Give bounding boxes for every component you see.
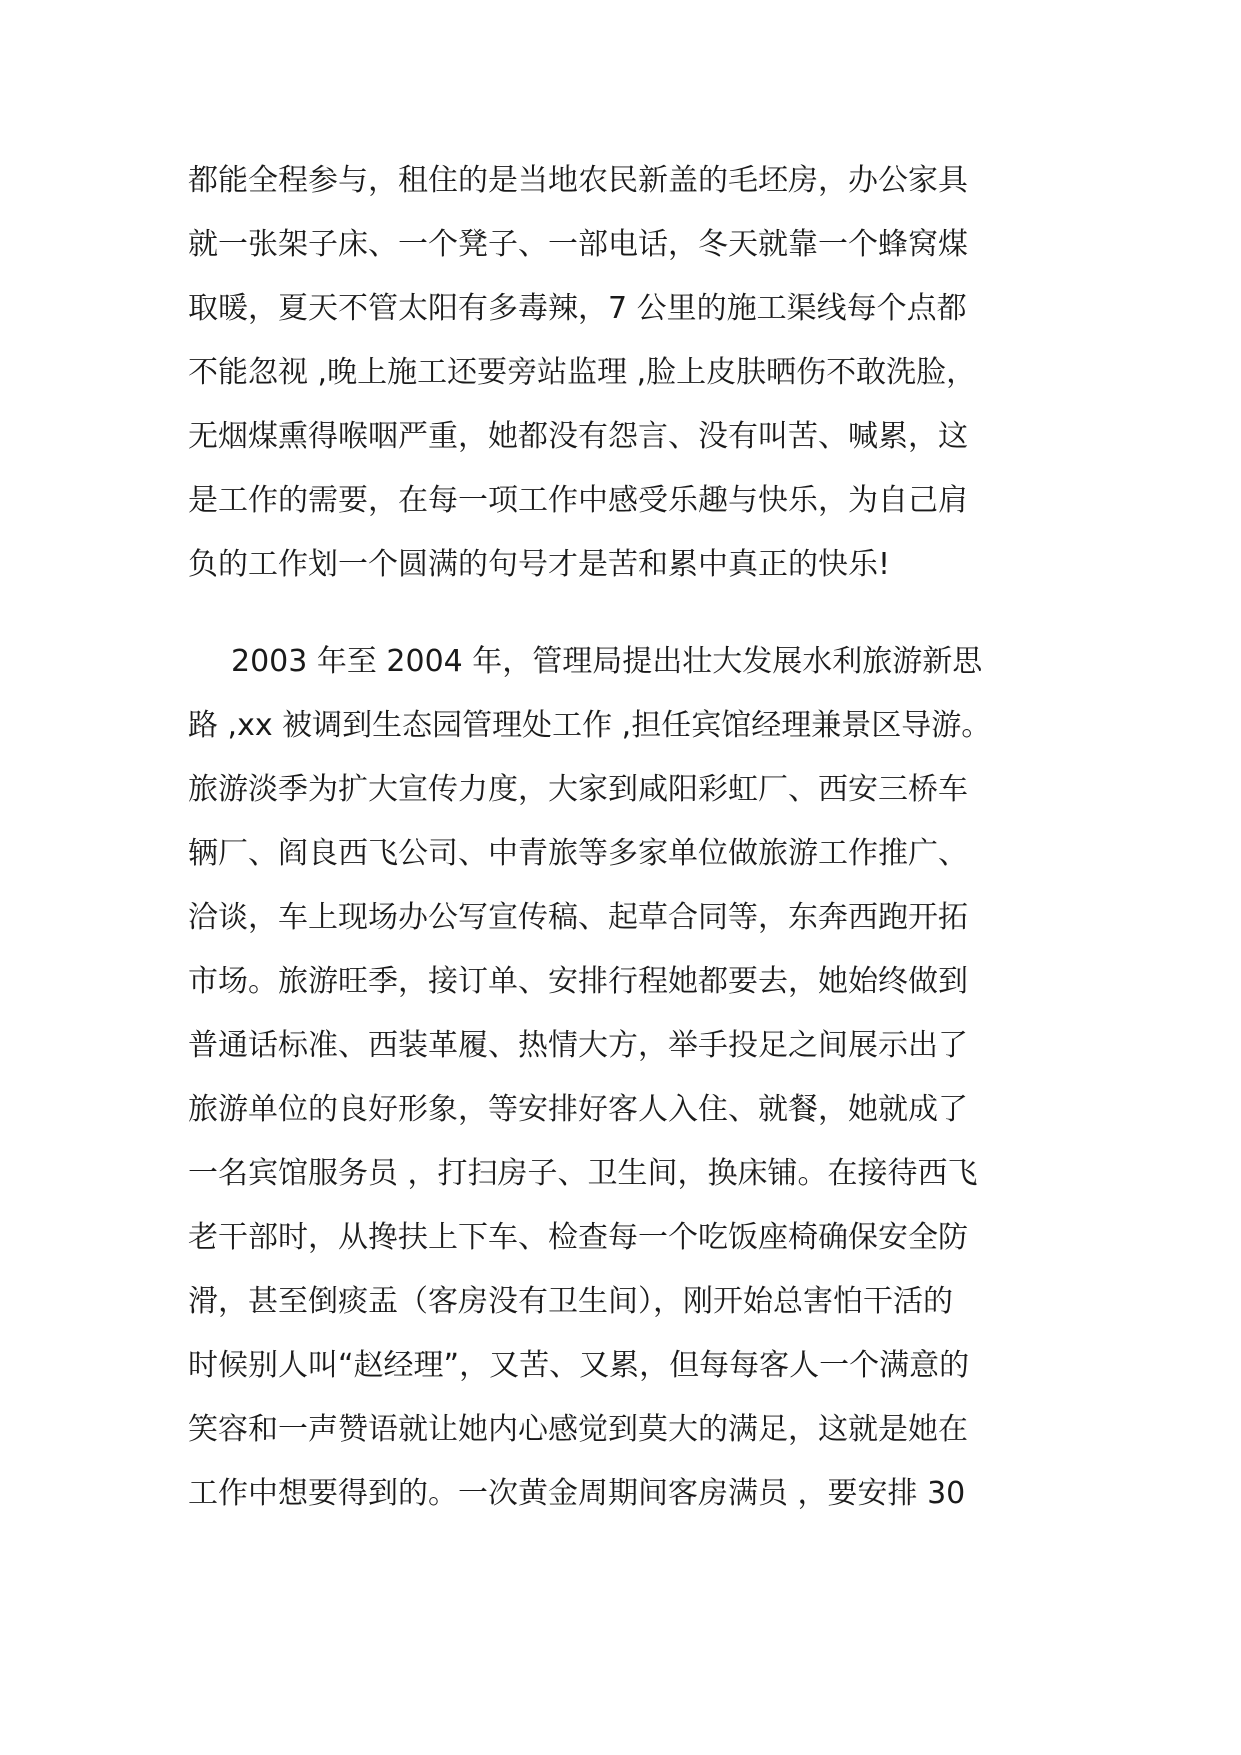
text-line: 老干部时，从搀扶上下车、检查每一个吃饭座椅确保安全防 bbox=[188, 1220, 968, 1255]
text-line: 普通话标准、西装革履、热情大方，举手投足之间展示出了 bbox=[188, 1028, 968, 1063]
text-line: 都能全程参与，租住的是当地农民新盖的毛坯房，办公家具 bbox=[188, 163, 968, 198]
text-line: 笑容和一声赞语就让她内心感觉到莫大的满足，这就是她在 bbox=[188, 1412, 968, 1447]
text-line: 辆厂、阎良西飞公司、中青旅等多家单位做旅游工作推广、 bbox=[188, 836, 968, 871]
paragraph-2 bbox=[188, 630, 1068, 1526]
text-line: 滑，甚至倒痰盂（客房没有卫生间），刚开始总害怕干活的 bbox=[188, 1284, 953, 1319]
text-line: 负的工作划一个圆满的句号才是苦和累中真正的快乐! bbox=[188, 547, 891, 582]
text-line: 旅游淡季为扩大宣传力度，大家到咸阳彩虹厂、西安三桥车 bbox=[188, 772, 968, 807]
text-line: 路 ,xx 被调到生态园管理处工作 ,担任宾馆经理兼景区导游。 bbox=[188, 708, 992, 743]
text-line: 时候别人叫“赵经理”，又苦、又累，但每每客人一个满意的 bbox=[188, 1348, 970, 1383]
text-line: 就一张架子床、一个凳子、一部电话，冬天就靠一个蜂窝煤 bbox=[188, 227, 968, 262]
text-line: 洽谈，车上现场办公写宣传稿、起草合同等，东奔西跑开拓 bbox=[188, 900, 968, 935]
text-line: 无烟煤熏得喉咽严重，她都没有怨言、没有叫苦、喊累，这 bbox=[188, 419, 968, 454]
text-line-first: 2003 年至 2004 年，管理局提出壮大发展水利旅游新思 bbox=[231, 644, 983, 679]
text-line: 取暖，夏天不管太阳有多毒辣，7 公里的施工渠线每个点都 bbox=[188, 291, 967, 326]
text-line: 市场。旅游旺季，接订单、安排行程她都要去，她始终做到 bbox=[188, 964, 968, 999]
text-line: 不能忽视 ,晚上施工还要旁站监理 ,脸上皮肤晒伤不敢洗脸， bbox=[188, 355, 977, 390]
paragraph-1 bbox=[188, 149, 1068, 597]
text-line: 是工作的需要，在每一项工作中感受乐趣与快乐，为自己肩 bbox=[188, 483, 968, 518]
text-line: 一名宾馆服务员 ，打扫房子、卫生间，换床铺。在接待西飞 bbox=[188, 1156, 978, 1191]
text-line: 工作中想要得到的。一次黄金周期间客房满员 ，要安排 30 bbox=[188, 1476, 966, 1511]
text-line: 旅游单位的良好形象，等安排好客人入住、就餐，她就成了 bbox=[188, 1092, 968, 1127]
